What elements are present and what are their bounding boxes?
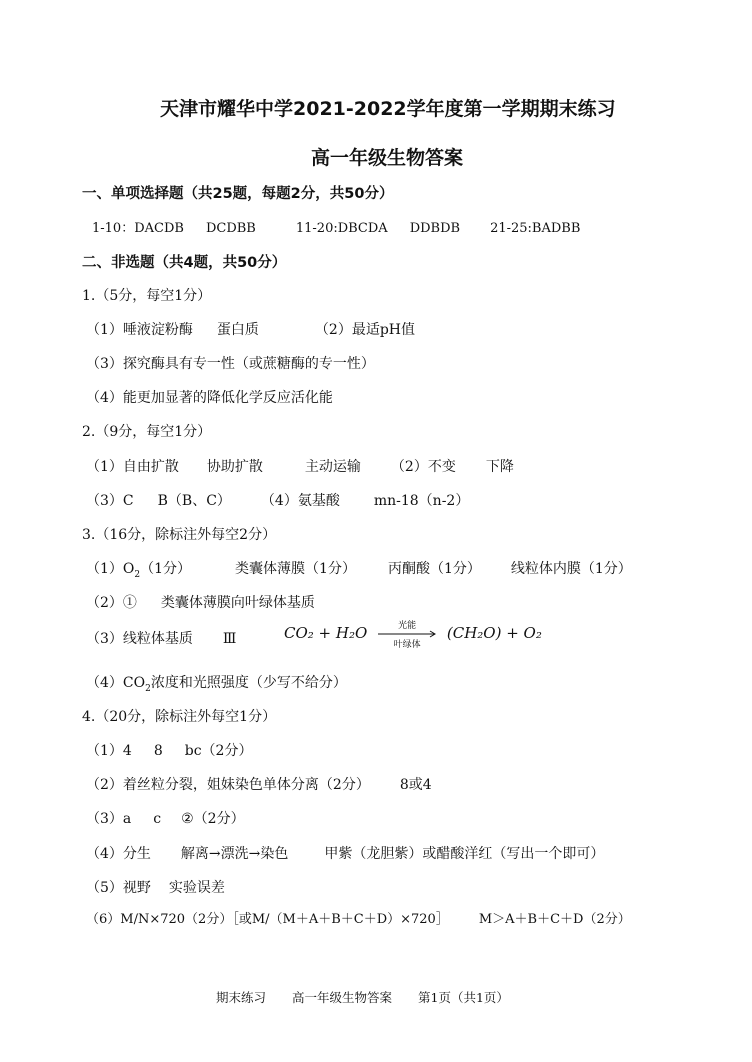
q3-ans-a-prefix: （1）O <box>86 561 135 577</box>
part1-answers <box>92 217 580 236</box>
q2-ans-b: 协助扩散 <box>206 459 263 475</box>
q1-header: 1.（5分，每空1分） <box>82 288 212 304</box>
q4-line1 <box>86 740 252 760</box>
q1-ans-b: 蛋白质 <box>216 322 259 338</box>
page-footer <box>216 988 509 1006</box>
q4-ans-j: 解离→漂洗→染色 <box>180 846 289 862</box>
q3-line1 <box>86 558 632 580</box>
answer-group-1: 1-10：DACDB <box>92 221 184 236</box>
photosynthesis-equation <box>284 621 542 650</box>
q2-ans-a: （1）自由扩散 <box>86 459 179 475</box>
equation-arrow <box>376 621 438 650</box>
q1-line1 <box>86 319 415 339</box>
q1-line3: （4）能更加显著的降低化学反应活化能 <box>86 390 333 406</box>
q4-ans-h: ②（2分） <box>181 811 245 827</box>
q2-ans-f: （3）C <box>86 493 134 509</box>
q1-ans-a: （1）唾液淀粉酶 <box>86 322 193 338</box>
q3-header: 3.（16分，除标注外每空2分） <box>82 527 277 543</box>
q4-ans-b: 8 <box>153 743 163 759</box>
q2-ans-c: 主动运输 <box>304 459 361 475</box>
answer-group-2: DCDBB <box>205 221 256 236</box>
q4-ans-l: （5）视野 <box>86 880 151 896</box>
q3-ans-d: 线粒体内膜（1分） <box>510 561 632 577</box>
part1-heading: 一、单项选择题（共25题，每题2分，共50分） <box>82 186 394 202</box>
q3-line4 <box>86 672 347 694</box>
q1-ans-c: （2）最适pH值 <box>314 322 415 338</box>
q4-ans-c: bc（2分） <box>184 743 253 759</box>
q4-ans-o: M＞A＋B＋C＋D（2分） <box>478 912 631 927</box>
q3-ans-i-suffix: 浓度和光照强度（少写不给分） <box>150 675 347 691</box>
q2-line1 <box>86 456 514 476</box>
q4-line2 <box>86 774 432 794</box>
q4-line5 <box>86 877 225 897</box>
q3-ans-i-subscript: 2 <box>145 683 151 694</box>
q4-ans-m: 实验误差 <box>168 880 225 896</box>
equation-products: (CH₂O) + O₂ <box>446 624 542 642</box>
q3-ans-a-subscript: 2 <box>134 569 141 580</box>
q4-line6 <box>86 908 631 927</box>
equation-reactants: CO₂ + H₂O <box>284 624 368 642</box>
q4-ans-d: （2）着丝粒分裂，姐妹染色单体分离（2分） <box>86 777 370 793</box>
q2-line2 <box>86 490 469 510</box>
q2-ans-i: mn-18（n-2） <box>373 493 470 509</box>
page-subtitle: 高一年级生物答案 <box>311 147 464 169</box>
q4-line4 <box>86 843 604 863</box>
q4-line3 <box>86 808 245 828</box>
q2-header: 2.（9分，每空1分） <box>82 424 212 440</box>
q3-ans-g: （3）线粒体基质 <box>86 631 193 647</box>
part2-heading: 二、非选题（共4题，共50分） <box>82 255 287 271</box>
q4-ans-f: （3）a <box>86 811 132 827</box>
equation-condition-organelle: 叶绿体 <box>393 640 421 650</box>
q2-ans-e: 下降 <box>485 459 514 475</box>
q2-ans-h: （4）氨基酸 <box>260 493 340 509</box>
q3-ans-b: 类囊体薄膜（1分） <box>235 561 356 577</box>
q3-ans-c: 丙酮酸（1分） <box>387 561 481 577</box>
q4-ans-a: （1）4 <box>86 743 132 759</box>
q3-ans-f: 类囊体薄膜向叶绿体基质 <box>160 595 315 611</box>
q3-ans-i-prefix: （4）CO <box>86 675 146 691</box>
page-title: 天津市耀华中学2021-2022学年度第一学期期末练习 <box>160 98 616 120</box>
answer-group-5: 21-25:BADBB <box>490 221 581 236</box>
q3-ans-h: Ⅲ <box>222 631 237 647</box>
answer-group-4: DDBDB <box>409 221 461 236</box>
q4-ans-g: c <box>153 811 162 827</box>
q2-ans-d: （2）不变 <box>390 459 456 475</box>
q4-ans-i: （4）分生 <box>86 846 151 862</box>
footer-page-number: 第1页（共1页） <box>418 990 509 1005</box>
q4-ans-n: （6）M/N×720（2分）［或M/（M＋A＋B＋C＋D）×720］ <box>86 912 449 927</box>
q4-ans-e: 8或4 <box>399 777 432 793</box>
footer-doc-name: 高一年级生物答案 <box>292 990 393 1005</box>
q3-line2 <box>86 592 315 612</box>
q1-line2: （3）探究酶具有专一性（或蔗糖酶的专一性） <box>86 356 375 372</box>
footer-exam-name: 期末练习 <box>216 990 267 1005</box>
q4-header: 4.（20分，除标注外每空1分） <box>82 709 277 725</box>
q3-ans-e: （2）① <box>86 595 137 611</box>
q3-ans-a-suffix: （1分） <box>140 561 192 577</box>
equation-condition-energy: 光能 <box>398 621 417 631</box>
q4-ans-k: 甲紫（龙胆紫）或醋酸洋红（写出一个即可） <box>324 846 605 862</box>
answer-group-3: 11-20:DBCDA <box>295 221 388 236</box>
q3-line3 <box>86 628 236 648</box>
q2-ans-g: B（B、C） <box>157 493 231 509</box>
